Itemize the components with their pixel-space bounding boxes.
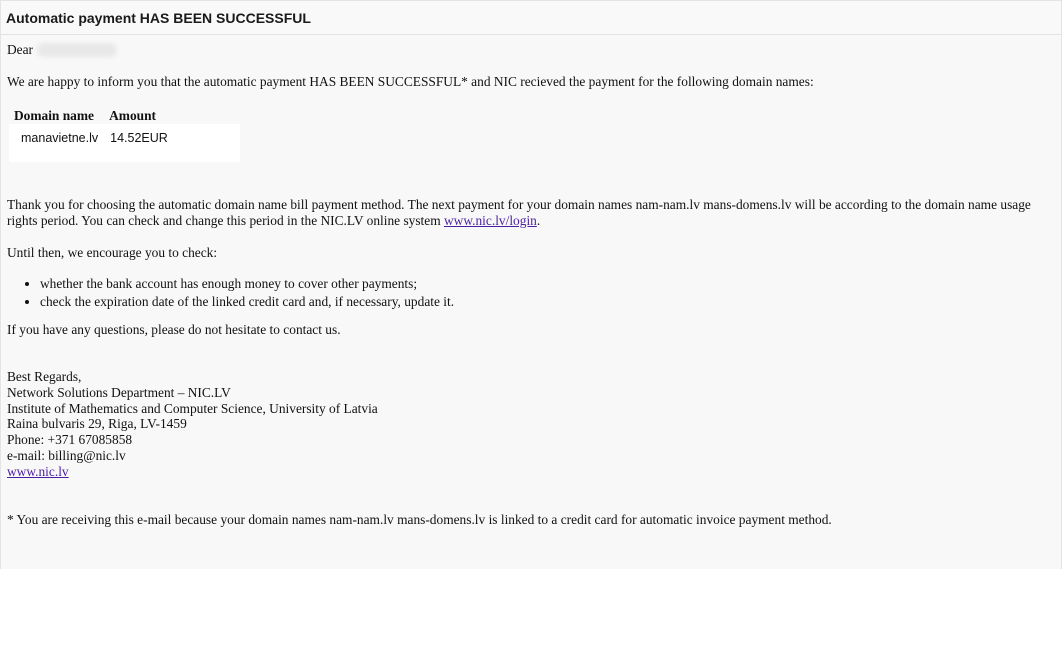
- thanks-paragraph: [7, 197, 1055, 229]
- signature-regards: Best Regards,: [7, 369, 82, 384]
- list-item: • check the expiration date of the linked credit card and, if necessary, update it.: [40, 293, 1055, 311]
- greeting-text: Dear: [7, 42, 34, 57]
- signature-block: [7, 369, 1055, 480]
- domain-cell: manavietne.lv: [9, 124, 104, 162]
- email-body: [1, 42, 1061, 528]
- table-row: [9, 124, 240, 162]
- amount-cell: 14.52EUR: [104, 124, 240, 162]
- thanks-end: .: [536, 213, 541, 228]
- domain-payment-table: [9, 108, 240, 162]
- signature-institute: Institute of Mathematics and Computer Science, University of Latvia: [7, 400, 378, 416]
- until-paragraph: Until then, we encourage you to check:: [7, 245, 218, 260]
- column-header-domain: Domain name: [14, 108, 94, 123]
- website-link[interactable]: www.nic.lv: [7, 463, 69, 479]
- signature-department: Network Solutions Department – NIC.LV: [7, 384, 231, 400]
- intro-paragraph: We are happy to inform you that the automatic payment HAS BEEN SUCCESSFUL* and NIC recieved the payment for the following domain names:: [7, 74, 814, 89]
- greeting: [7, 42, 1055, 58]
- checklist: [7, 275, 1055, 311]
- email-subject: Automatic payment HAS BEEN SUCCESSFUL: [1, 1, 1061, 35]
- footnote: * You are receiving this e-mail because your domain names nam-nam.lv mans-domens.lv is linked to a credit card for automatic invoice payment method.: [7, 511, 832, 527]
- list-item: • whether the bank account has enough money to cover other payments;: [40, 275, 1055, 293]
- signature-phone: Phone: +371 67085858: [7, 432, 133, 448]
- redacted-recipient-name: [37, 43, 117, 57]
- thanks-text: Thank you for choosing the automatic domain name bill payment method. The next payment for your domain names nam-nam.lv mans-domens.lv will be according to the domain name usage rights period. You can check and change this period in the NIC.LV online system: [7, 197, 1031, 228]
- questions-paragraph: If you have any questions, please do not hesitate to contact us.: [7, 322, 341, 337]
- signature-address: Raina bulvaris 29, Riga, LV-1459: [7, 416, 187, 432]
- column-header-amount: Amount: [109, 108, 156, 123]
- signature-email: e-mail: billing@nic.lv: [7, 447, 126, 463]
- login-link[interactable]: www.nic.lv/login: [444, 213, 537, 228]
